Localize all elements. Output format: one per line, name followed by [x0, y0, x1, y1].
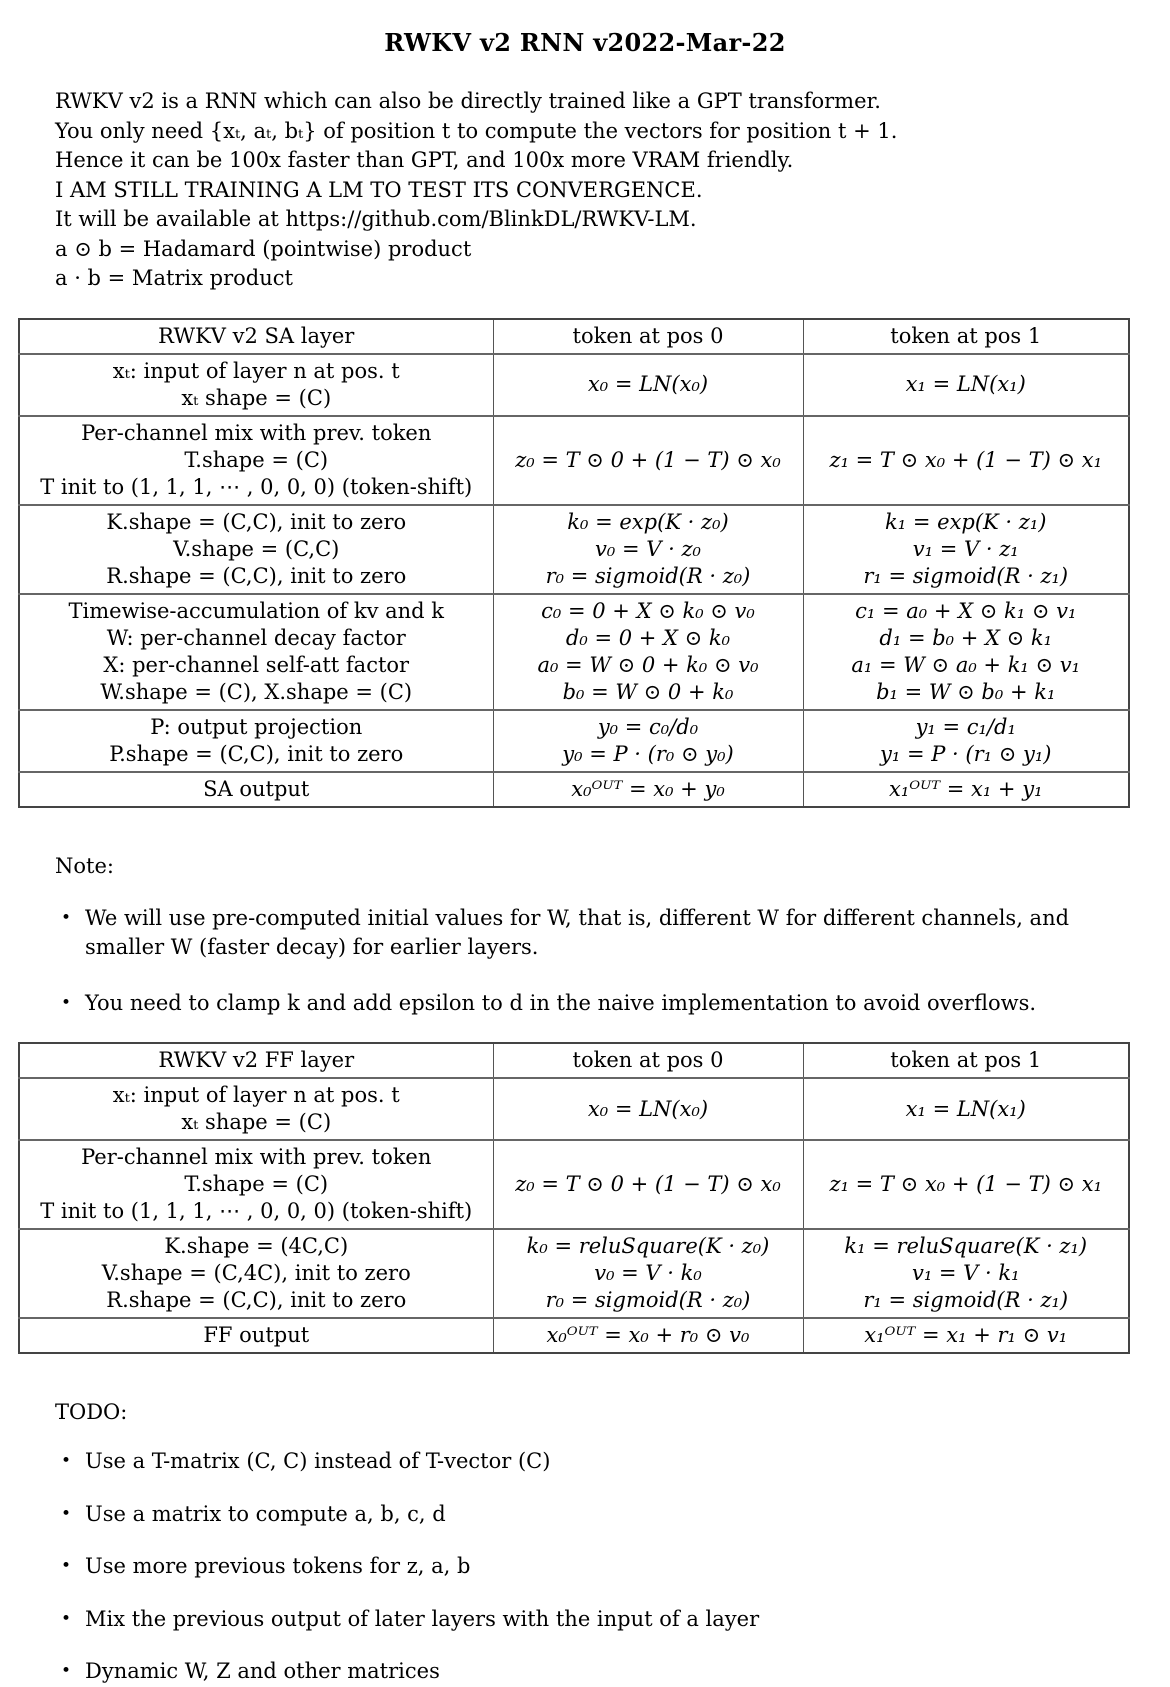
label-line: T.shape = (C) — [184, 1172, 329, 1196]
label-line: K.shape = (C,C), init to zero — [106, 509, 407, 534]
formula-line: z₀ = T ⊙ 0 + (1 − T) ⊙ x₀ — [515, 447, 781, 472]
formula-line: y₀ = P · (r₀ ⊙ y₀) — [562, 741, 734, 766]
formula-line: z₁ = T ⊙ x₀ + (1 − T) ⊙ x₁ — [829, 447, 1102, 472]
label-line: P.shape = (C,C), init to zero — [109, 741, 404, 766]
label-line: Per-channel mix with prev. token — [81, 420, 432, 445]
formula-line: a₀ = W ⊙ 0 + k₀ ⊙ v₀ — [537, 652, 759, 677]
formula-line: r₁ = sigmoid(R · z₁) — [863, 563, 1069, 588]
formula-line: k₁ = reluSquare(K · z₁) — [844, 1234, 1088, 1258]
row-label-cell — [19, 1318, 493, 1353]
pos0-cell — [493, 1229, 803, 1318]
row-label-cell — [19, 1140, 493, 1229]
col-header-pos0: token at pos 0 — [493, 1043, 803, 1078]
table-row-token-mix — [19, 1140, 1129, 1229]
label-line: Timewise-accumulation of kv and k — [68, 598, 445, 623]
label-line: SA output — [203, 776, 310, 801]
pos0-cell — [493, 772, 803, 807]
pos0-cell — [493, 505, 803, 594]
formula-line: x₁ᴼᵁᵀ = x₁ + r₁ ⊙ v₁ — [864, 1323, 1068, 1347]
table-row-sa-output — [19, 772, 1129, 807]
label-line: T init to (1, 1, 1, ⋯ , 0, 0, 0) (token-shift) — [40, 1199, 473, 1223]
formula-line: x₀ = LN(x₀) — [587, 372, 709, 396]
intro-line: I AM STILL TRAINING A LM TO TEST ITS CONVERGENCE. — [55, 177, 703, 202]
pos1-cell — [803, 1078, 1129, 1140]
todo-heading: TODO: — [55, 1400, 128, 1424]
pos1-cell — [803, 416, 1129, 505]
intro-line: RWKV v2 is a RNN which can also be directly trained like a GPT transformer. — [55, 89, 881, 113]
note-item: • We will use pre-computed initial values for W, that is, different W for different channels, and smaller W (faster decay) for earlier layers. — [55, 904, 1135, 963]
formula-line: c₁ = a₀ + X ⊙ k₁ ⊙ v₁ — [855, 598, 1077, 623]
col-header-layer: RWKV v2 FF layer — [19, 1043, 493, 1078]
label-line: W.shape = (C), X.shape = (C) — [100, 679, 413, 704]
pos1-cell — [803, 1140, 1129, 1229]
sa-layer-table — [18, 318, 1130, 808]
todo-item: • Dynamic W, Z and other matrices — [55, 1657, 1135, 1687]
formula-line: b₀ = W ⊙ 0 + k₀ — [562, 679, 734, 704]
table-row-input — [19, 1078, 1129, 1140]
pos1-cell — [803, 505, 1129, 594]
label-line: P: output projection — [150, 714, 363, 739]
formula-line: x₀ = LN(x₀) — [587, 1096, 709, 1121]
intro-line-repo-url: It will be available at https://github.com/BlinkDL/RWKV-LM. — [55, 207, 697, 231]
col-header-pos1: token at pos 1 — [803, 1043, 1129, 1078]
intro-line: Hence it can be 100x faster than GPT, and 100x more VRAM friendly. — [55, 148, 794, 172]
formula-line: z₁ = T ⊙ x₀ + (1 − T) ⊙ x₁ — [829, 1172, 1102, 1196]
pos1-cell — [803, 710, 1129, 772]
pos1-cell — [803, 772, 1129, 807]
sa-header-row — [19, 319, 1129, 354]
label-line: xₜ: input of layer n at pos. t — [112, 1083, 400, 1107]
formula-line: d₀ = 0 + X ⊙ k₀ — [565, 625, 731, 650]
col-header-pos1: token at pos 1 — [803, 319, 1129, 354]
formula-line: v₁ = V · z₁ — [912, 536, 1019, 561]
col-header-pos0: token at pos 0 — [493, 319, 803, 354]
formula-line: y₀ = c₀/d₀ — [597, 714, 699, 739]
pos0-cell — [493, 416, 803, 505]
note-heading: Note: — [55, 853, 114, 878]
label-line: xₜ shape = (C) — [181, 1110, 332, 1134]
label-line: R.shape = (C,C), init to zero — [106, 1288, 407, 1312]
label-line: X: per-channel self-att factor — [103, 652, 410, 677]
table-row-timewise — [19, 594, 1129, 710]
label-line: R.shape = (C,C), init to zero — [106, 563, 407, 588]
table-row-kvr — [19, 1229, 1129, 1318]
ff-layer-table — [18, 1042, 1130, 1354]
formula-line: c₀ = 0 + X ⊙ k₀ ⊙ v₀ — [541, 598, 755, 623]
formula-line: z₀ = T ⊙ 0 + (1 − T) ⊙ x₀ — [515, 1172, 781, 1196]
label-line: FF output — [203, 1323, 310, 1347]
label-line: V.shape = (C,C) — [173, 536, 340, 561]
pos1-cell — [803, 354, 1129, 416]
todo-item: • Mix the previous output of later layers with the input of a layer — [55, 1605, 1135, 1635]
label-line: K.shape = (4C,C) — [164, 1234, 349, 1258]
row-label-cell — [19, 416, 493, 505]
pos0-cell — [493, 710, 803, 772]
intro-line: a · b = Matrix product — [55, 266, 293, 290]
label-line: T.shape = (C) — [184, 447, 329, 472]
table-row-kvr — [19, 505, 1129, 594]
note-list — [0, 904, 1170, 1019]
intro-line: You only need {xₜ, aₜ, bₜ} of position t to compute the vectors for position t + 1. — [55, 118, 898, 143]
label-line: xₜ: input of layer n at pos. t — [112, 358, 400, 383]
label-line: W: per-channel decay factor — [106, 625, 406, 650]
formula-line: k₀ = exp(K · z₀) — [567, 509, 729, 534]
label-line: Per-channel mix with prev. token — [81, 1145, 432, 1169]
row-label-cell — [19, 1078, 493, 1140]
label-line: V.shape = (C,4C), init to zero — [101, 1261, 411, 1285]
todo-item: • Use a T-matrix (C, C) instead of T-vector (C) — [55, 1447, 1135, 1477]
pos0-cell — [493, 1318, 803, 1353]
formula-line: d₁ = b₀ + X ⊙ k₁ — [879, 625, 1053, 650]
formula-line: x₁ᴼᵁᵀ = x₁ + y₁ — [888, 776, 1043, 801]
formula-line: k₀ = reluSquare(K · z₀) — [526, 1234, 770, 1258]
pos1-cell — [803, 594, 1129, 710]
intro-line: a ⊙ b = Hadamard (pointwise) product — [55, 236, 472, 261]
pos1-cell — [803, 1229, 1129, 1318]
formula-line: x₀ᴼᵁᵀ = x₀ + y₀ — [571, 776, 725, 801]
col-header-layer: RWKV v2 SA layer — [19, 319, 493, 354]
formula-line: v₀ = V · k₀ — [594, 1261, 702, 1285]
row-label-cell — [19, 1229, 493, 1318]
pos0-cell — [493, 354, 803, 416]
formula-line: y₁ = P · (r₁ ⊙ y₁) — [880, 741, 1052, 766]
row-label-cell — [19, 354, 493, 416]
todo-list — [0, 1447, 1170, 1687]
label-line: T init to (1, 1, 1, ⋯ , 0, 0, 0) (token-shift) — [40, 474, 473, 499]
row-label-cell — [19, 505, 493, 594]
table-row-ff-output — [19, 1318, 1129, 1353]
table-row-input — [19, 354, 1129, 416]
formula-line: r₀ = sigmoid(R · z₀) — [545, 1288, 751, 1312]
table-row-token-mix — [19, 416, 1129, 505]
table-row-projection — [19, 710, 1129, 772]
pos1-cell — [803, 1318, 1129, 1353]
formula-line: y₁ = c₁/d₁ — [915, 714, 1016, 739]
formula-line: x₀ᴼᵁᵀ = x₀ + r₀ ⊙ v₀ — [546, 1323, 750, 1347]
pos0-cell — [493, 1140, 803, 1229]
formula-line: a₁ = W ⊙ a₀ + k₁ ⊙ v₁ — [851, 652, 1081, 677]
row-label-cell — [19, 710, 493, 772]
formula-line: v₁ = V · k₁ — [911, 1261, 1020, 1285]
label-line: xₜ shape = (C) — [181, 385, 332, 410]
page-title: RWKV v2 RNN v2022-Mar-22 — [384, 28, 786, 57]
formula-line: r₁ = sigmoid(R · z₁) — [863, 1288, 1069, 1312]
note-item: • You need to clamp k and add epsilon to d in the naive implementation to avoid overflows. — [55, 989, 1135, 1019]
row-label-cell — [19, 772, 493, 807]
ff-header-row — [19, 1043, 1129, 1078]
pos0-cell — [493, 1078, 803, 1140]
formula-line: x₁ = LN(x₁) — [905, 1096, 1026, 1121]
todo-item: • Use more previous tokens for z, a, b — [55, 1552, 1135, 1582]
formula-line: v₀ = V · z₀ — [595, 536, 701, 561]
intro-paragraph — [55, 87, 1170, 294]
todo-item: • Use a matrix to compute a, b, c, d — [55, 1500, 1135, 1530]
formula-line: r₀ = sigmoid(R · z₀) — [545, 563, 751, 588]
pos0-cell — [493, 594, 803, 710]
row-label-cell — [19, 594, 493, 710]
formula-line: x₁ = LN(x₁) — [905, 372, 1026, 396]
formula-line: b₁ = W ⊙ b₀ + k₁ — [876, 679, 1056, 704]
formula-line: k₁ = exp(K · z₁) — [885, 509, 1047, 534]
